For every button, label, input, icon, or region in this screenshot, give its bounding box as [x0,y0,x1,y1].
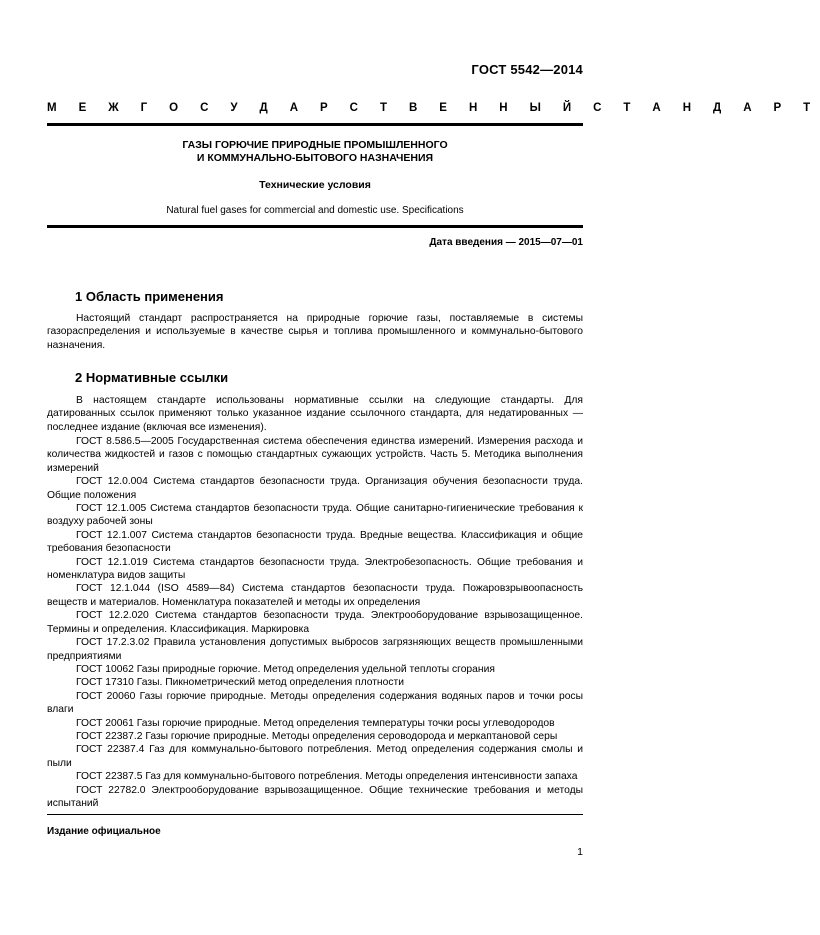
document-subtitle: Технические условия [259,179,371,191]
top-rule [47,123,583,126]
official-edition-label: Издание официальное [47,826,161,837]
reference-item: ГОСТ 17310 Газы. Пикнометрический метод определения плотности [76,677,404,689]
reference-item: ГОСТ 12.1.007 Система стандартов безопасности труда. Вредные вещества. Классификация и общие требования безопасности [47,529,583,555]
introduction-date: Дата введения — 2015—07—01 [429,237,583,248]
english-title: Natural fuel gases for commercial and domestic use. Specifications [166,205,464,216]
section-1-text: Настоящий стандарт распространяется на природные горючие газы, поставляемые в системы газораспределения и используемые в качестве сырья и топлива промышленного и коммунально-бытового назначения. [47,313,583,351]
title-line-2: И КОММУНАЛЬНО-БЫТОВОГО НАЗНАЧЕНИЯ [196,152,434,164]
reference-item: ГОСТ 20060 Газы горючие природные. Методы определения содержания водяных паров и точки росы влаги [47,690,583,716]
interstate-standard-label: М Е Ж Г О С У Д А Р С Т В Е Н Н Ы Й С Т А Н Д А Р Т [47,102,820,114]
reference-item: ГОСТ 12.1.005 Система стандартов безопасности труда. Общие санитарно-гигиенические требования к воздуху рабочей зоны [47,503,583,528]
reference-item: ГОСТ 12.1.019 Система стандартов безопасности труда. Электробезопасность. Общие требования и номенклатура видов защиты [47,556,583,582]
reference-item: ГОСТ 12.2.020 Система стандартов безопасности труда. Электрооборудование взрывозащищенное. Термины и определения. Классификация. Маркировка [47,610,583,635]
section-2-heading: 2 Нормативные ссылки [75,370,229,385]
section-2-intro [47,394,583,434]
bottom-rule [47,225,583,228]
reference-item: ГОСТ 10062 Газы природные горючие. Метод определения удельной теплоты сгорания [76,663,495,675]
section-1-heading: 1 Область применения [75,289,224,304]
normative-references-list [47,435,583,810]
reference-item: ГОСТ 20061 Газы горючие природные. Метод определения температуры точки росы углеводородов [76,717,555,729]
reference-item: ГОСТ 8.586.5—2005 Государственная система обеспечения единства измерений. Измерения расхода и количества жидкостей и газов с помощью стандартных сужающих устройств. Часть 5. Методика выполнения измерений [47,436,583,474]
footer-rule [47,814,583,815]
section-1-body [47,312,583,352]
reference-item: ГОСТ 12.0.004 Система стандартов безопасности труда. Организация обучения безопасности труда. Общие положения [47,476,583,501]
reference-item: ГОСТ 22387.4 Газ для коммунально-бытового потребления. Метод определения содержания смолы и пыли [47,744,583,769]
page-number: 1 [577,846,583,858]
section-2-intro-text: В настоящем стандарте использованы нормативные ссылки на следующие стандарты. Для датированных ссылок применяют только указанное издание ссылочного стандарта, для недатированных — последнее издание (включая все изменения). [47,395,583,433]
reference-item: ГОСТ 22387.2 Газы горючие природные. Методы определения сероводорода и меркаптановой серы [76,730,558,742]
reference-item: ГОСТ 22782.0 Электрооборудование взрывозащищенное. Общие технические требования и методы испытаний [47,784,583,809]
reference-item: ГОСТ 12.1.044 (ISO 4589—84) Система стандартов безопасности труда. Пожаровзрывоопасность веществ и материалов. Номенклатура показателей и методы их определения [47,583,583,608]
title-line-1: ГАЗЫ ГОРЮЧИЕ ПРИРОДНЫЕ ПРОМЫШЛЕННОГО [182,139,448,151]
reference-item: ГОСТ 22387.5 Газ для коммунально-бытового потребления. Методы определения интенсивности запаха [76,771,578,783]
gost-code: ГОСТ 5542—2014 [471,62,583,77]
document-title [47,139,583,165]
reference-item: ГОСТ 17.2.3.02 Правила установления допустимых выбросов загрязняющих веществ промышленными предприятиями [47,637,583,662]
